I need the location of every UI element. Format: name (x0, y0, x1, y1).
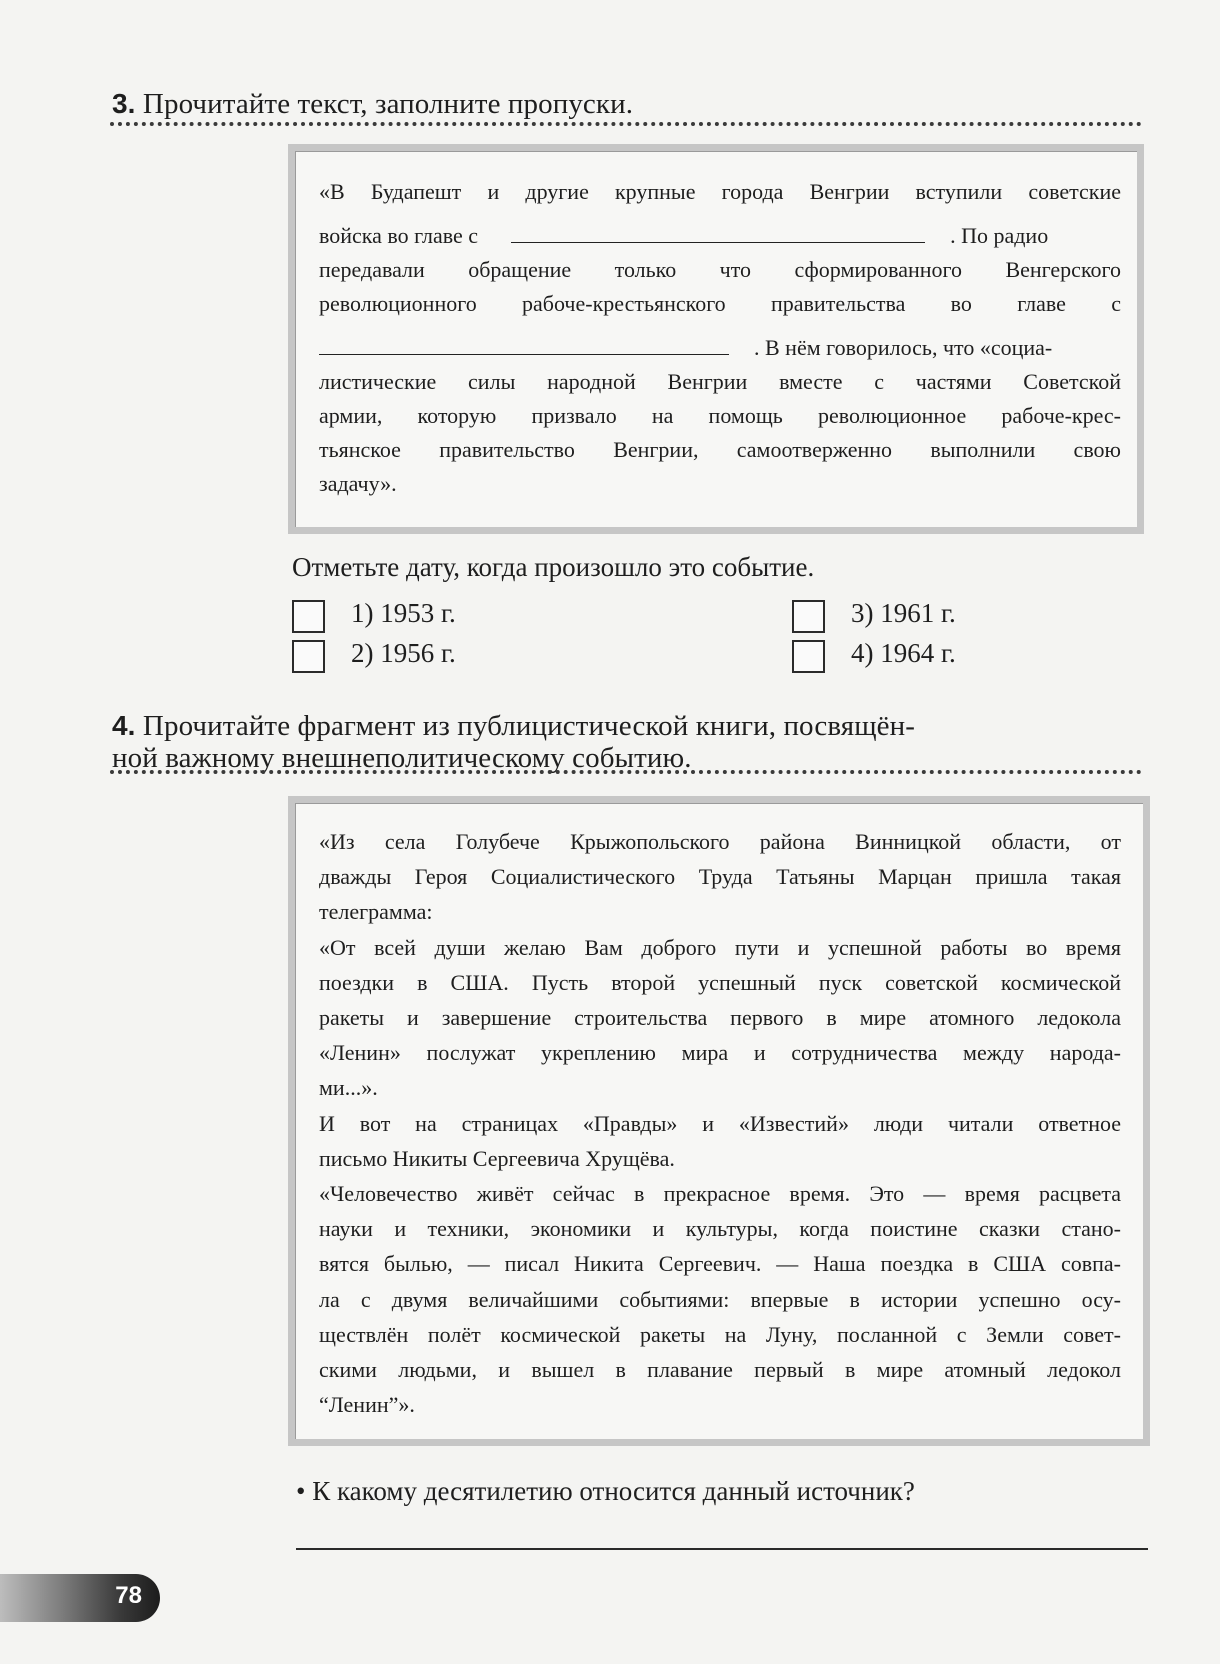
task3-dotted-rule (110, 122, 1142, 126)
task3-question: Отметьте дату, когда произошло это событие. (292, 552, 815, 582)
task4-line-8: ми...». (319, 1075, 378, 1101)
task4-line-16: скими людьми, и вышел в плавание первый в мире атомный ледокол (319, 1357, 1121, 1382)
blank-1[interactable] (511, 242, 925, 243)
option-2-label: 2) 1956 г. (351, 638, 456, 668)
task4-title (112, 710, 1012, 774)
task4-title-text-1: Прочитайте фрагмент из публицистической книги, посвящён- (142, 710, 915, 742)
task3-line-4: революционного рабоче-крестьянского правительства во главе с (319, 291, 1121, 316)
task3-text-box (288, 144, 1144, 534)
task4-line-15: ществлён полёт космической ракеты на Луну, посланной с Земли совет- (319, 1321, 1121, 1347)
task4-title-text-2: ной важному внешнеполитическому событию. (112, 742, 692, 774)
task4-line-11: «Человечество живёт сейчас в прекрасное время. Это — время расцвета (319, 1181, 1121, 1206)
page-number: 78 (115, 1582, 142, 1609)
task3-line-5-end: . В нём говорилось, что «социа- (754, 335, 1053, 360)
task4-line-12: науки и техники, экономики и культуры, когда поистине сказки стано- (319, 1216, 1121, 1242)
task3-line-5 (319, 335, 1121, 361)
task4-line-7: «Ленин» послужат укреплению мира и сотрудничества между народа- (319, 1040, 1121, 1066)
task3-line-6: листические силы народной Венгрии вместе с частями Советской (319, 369, 1121, 394)
task4-line-17: “Ленин”». (319, 1392, 415, 1418)
task3-line-1: «В Будапешт и другие крупные города Венгрии вступили советские (319, 179, 1121, 204)
option-3-label: 3) 1961 г. (851, 598, 956, 628)
option-1-label: 1) 1953 г. (351, 598, 456, 628)
option-4-label: 4) 1964 г. (851, 638, 956, 668)
option-2-checkbox[interactable] (292, 640, 325, 673)
task4-line-14: ла с двумя величайшими событиями: впервые в истории успешно осу- (319, 1286, 1121, 1312)
task3-title-text: Прочитайте текст, заполните пропуски. (142, 88, 634, 120)
task3-line-7: армии, которую призвало на помощь революционное рабоче-крес- (319, 403, 1121, 428)
task3-number: 3. (112, 88, 136, 119)
task4-number: 4. (112, 710, 136, 741)
task4-line-1: «Из села Голубече Крыжопольского района Винницкой области, от (319, 829, 1121, 854)
option-3-checkbox[interactable] (792, 600, 825, 633)
answer-line[interactable] (296, 1548, 1148, 1550)
task4-title-line-1 (112, 710, 1012, 742)
task4-line-9: И вот на страницах «Правды» и «Известий» люди читали ответное (319, 1110, 1121, 1136)
task3-line-2-start: войска во главе с (319, 223, 479, 248)
page-number-tab (0, 1574, 160, 1622)
task4-line-4: «От всей души желаю Вам доброго пути и успешной работы во время (319, 934, 1121, 960)
task3-line-2 (319, 223, 1121, 249)
task3-title (112, 88, 972, 120)
task3-line-8: тьянское правительство Венгрии, самоотверженно выполнили свою (319, 437, 1121, 462)
task4-line-3: телеграмма: (319, 899, 433, 925)
task4-dotted-rule (110, 770, 1142, 774)
option-1-checkbox[interactable] (292, 600, 325, 633)
task4-line-5: поездки в США. Пусть второй успешный пуск советской космической (319, 969, 1121, 995)
option-4-checkbox[interactable] (792, 640, 825, 673)
blank-2[interactable] (319, 354, 729, 355)
task4-question: • К какому десятилетию относится данный источник? (296, 1476, 915, 1506)
task4-line-2: дважды Героя Социалистического Труда Татьяны Марцан пришла такая (319, 864, 1121, 890)
task4-line-13: вятся былью, — писал Никита Сергеевич. — Наша поездка в США совпа- (319, 1251, 1121, 1277)
task3-line-9: задачу». (319, 471, 397, 496)
task4-line-10: письмо Никиты Сергеевича Хрущёва. (319, 1145, 675, 1171)
task4-text-box (288, 796, 1150, 1446)
task3-line-3: передавали обращение только что сформированного Венгерского (319, 257, 1121, 282)
task3-line-2-end: . По радио (950, 223, 1049, 248)
task4-line-6: ракеты и завершение строительства первого в мире атомного ледокола (319, 1005, 1121, 1030)
